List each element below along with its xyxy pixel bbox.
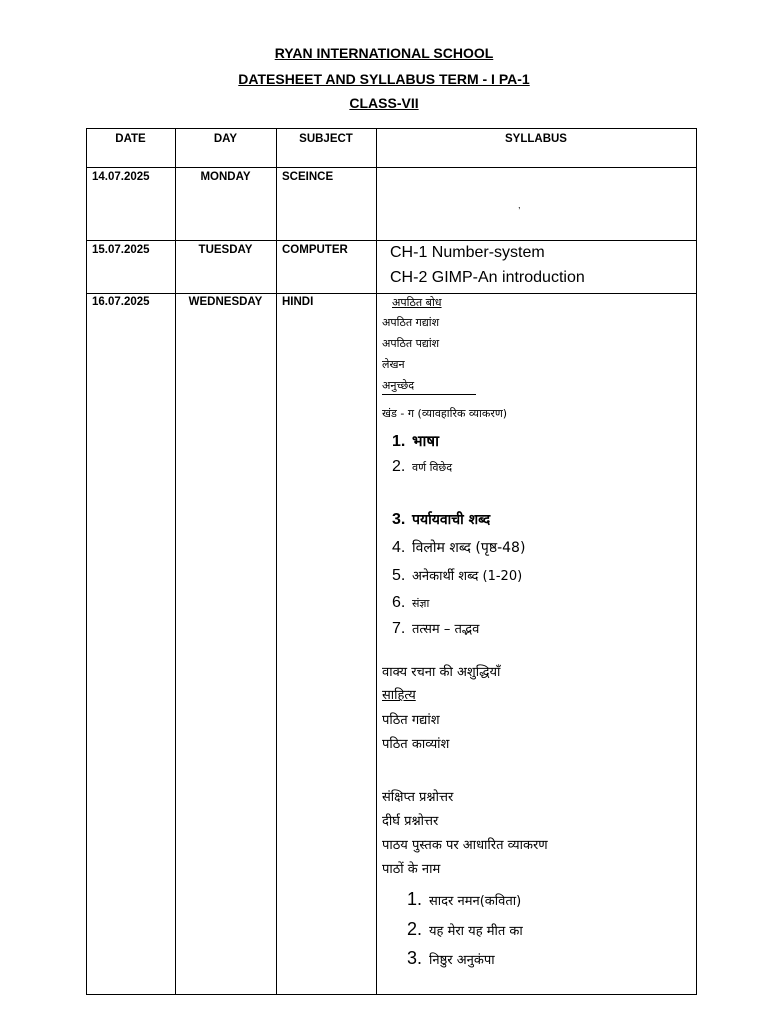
grammar-item	[392, 458, 452, 476]
syllabus-line: लेखन	[382, 358, 405, 371]
grammar-item	[392, 619, 479, 638]
syllabus-line: पाठों के नाम	[382, 862, 441, 877]
item-number: 6.	[392, 594, 406, 611]
item-text: संज्ञा	[412, 597, 430, 610]
row-day: WEDNESDAY	[188, 296, 263, 308]
item-text: यह मेरा यह मीत का	[429, 924, 523, 939]
item-number: 1.	[407, 889, 423, 909]
item-number: 3.	[392, 511, 406, 528]
grammar-item	[392, 594, 429, 612]
syllabus-line: पठित गद्यांश	[382, 713, 440, 728]
row-date: 15.07.2025	[92, 244, 150, 256]
column-header-syllabus: SYLLABUS	[505, 133, 567, 145]
grammar-item	[392, 431, 439, 451]
item-text: वर्ण विछेद	[412, 461, 453, 474]
row-day: MONDAY	[200, 171, 251, 183]
item-number: 5.	[392, 567, 406, 584]
table-border	[86, 128, 697, 129]
row-subject: HINDI	[282, 296, 314, 308]
syllabus-line: संक्षिप्त प्रश्नोत्तर	[382, 790, 454, 805]
row-subject: COMPUTER	[282, 244, 348, 256]
syllabus-line: पाठय पुस्तक पर आधारित व्याकरण	[382, 838, 548, 853]
row-day: TUESDAY	[198, 244, 253, 256]
syllabus-heading: साहित्य	[382, 688, 416, 703]
grammar-item	[392, 538, 525, 557]
document-title: DATESHEET AND SYLLABUS TERM - I PA-1	[238, 71, 530, 87]
item-text: अनेकार्थी शब्द (1-20)	[412, 569, 523, 584]
column-header-subject: SUBJECT	[299, 133, 353, 145]
syllabus-chapter: CH-2 GIMP-An introduction	[390, 269, 585, 286]
row-divider	[86, 167, 697, 168]
row-date: 14.07.2025	[92, 171, 150, 183]
grammar-item	[392, 566, 522, 585]
item-text: पर्यायवाची शब्द	[412, 512, 491, 528]
item-text: निष्ठुर अनुकंपा	[429, 953, 495, 968]
underline-rule	[382, 394, 476, 395]
datesheet-table	[86, 128, 697, 995]
syllabus-line: दीर्घ प्रश्नोत्तर	[382, 814, 439, 829]
item-number: 2.	[392, 458, 406, 475]
syllabus-chapter: CH-1 Number-system	[390, 244, 545, 261]
column-divider	[276, 128, 277, 995]
table-border	[86, 994, 697, 995]
lesson-item	[407, 889, 521, 910]
lesson-item	[407, 948, 495, 969]
syllabus-line: अनुच्छेद	[382, 379, 415, 392]
item-number: 3.	[407, 948, 423, 968]
syllabus-line: पठित काव्यांश	[382, 737, 450, 752]
item-number: 4.	[392, 539, 406, 556]
syllabus-line: अपठित पद्यांश	[382, 337, 440, 350]
syllabus-line: वाक्य रचना की अशुद्धियाँ	[382, 665, 501, 680]
item-number: 7.	[392, 620, 406, 637]
row-divider	[86, 240, 697, 241]
syllabus-heading: अपठित बोध	[392, 296, 442, 309]
item-text: विलोम शब्द (पृष्ठ-48)	[412, 540, 526, 556]
item-number: 2.	[407, 919, 423, 939]
column-divider	[376, 128, 377, 995]
item-text: सादर नमन(कविता)	[429, 894, 522, 909]
lesson-item	[407, 919, 523, 940]
grammar-item	[392, 510, 490, 529]
row-divider	[86, 293, 697, 294]
row-date: 16.07.2025	[92, 296, 150, 308]
school-name: RYAN INTERNATIONAL SCHOOL	[274, 45, 494, 61]
column-header-day: DAY	[213, 133, 238, 145]
table-border	[696, 128, 697, 995]
stray-mark: ,	[518, 200, 521, 210]
table-border	[86, 128, 87, 995]
item-text: तत्सम – तद्भव	[412, 622, 480, 637]
syllabus-line: अपठित गद्यांश	[382, 316, 440, 329]
item-number: 1.	[392, 433, 406, 450]
row-subject: SCEINCE	[282, 171, 334, 183]
column-divider	[175, 128, 176, 995]
item-text: भाषा	[412, 432, 439, 450]
class-label: CLASS-VII	[349, 95, 419, 111]
column-header-date: DATE	[115, 133, 146, 145]
syllabus-line: खंड - ग (व्यावहारिक व्याकरण)	[382, 407, 508, 420]
